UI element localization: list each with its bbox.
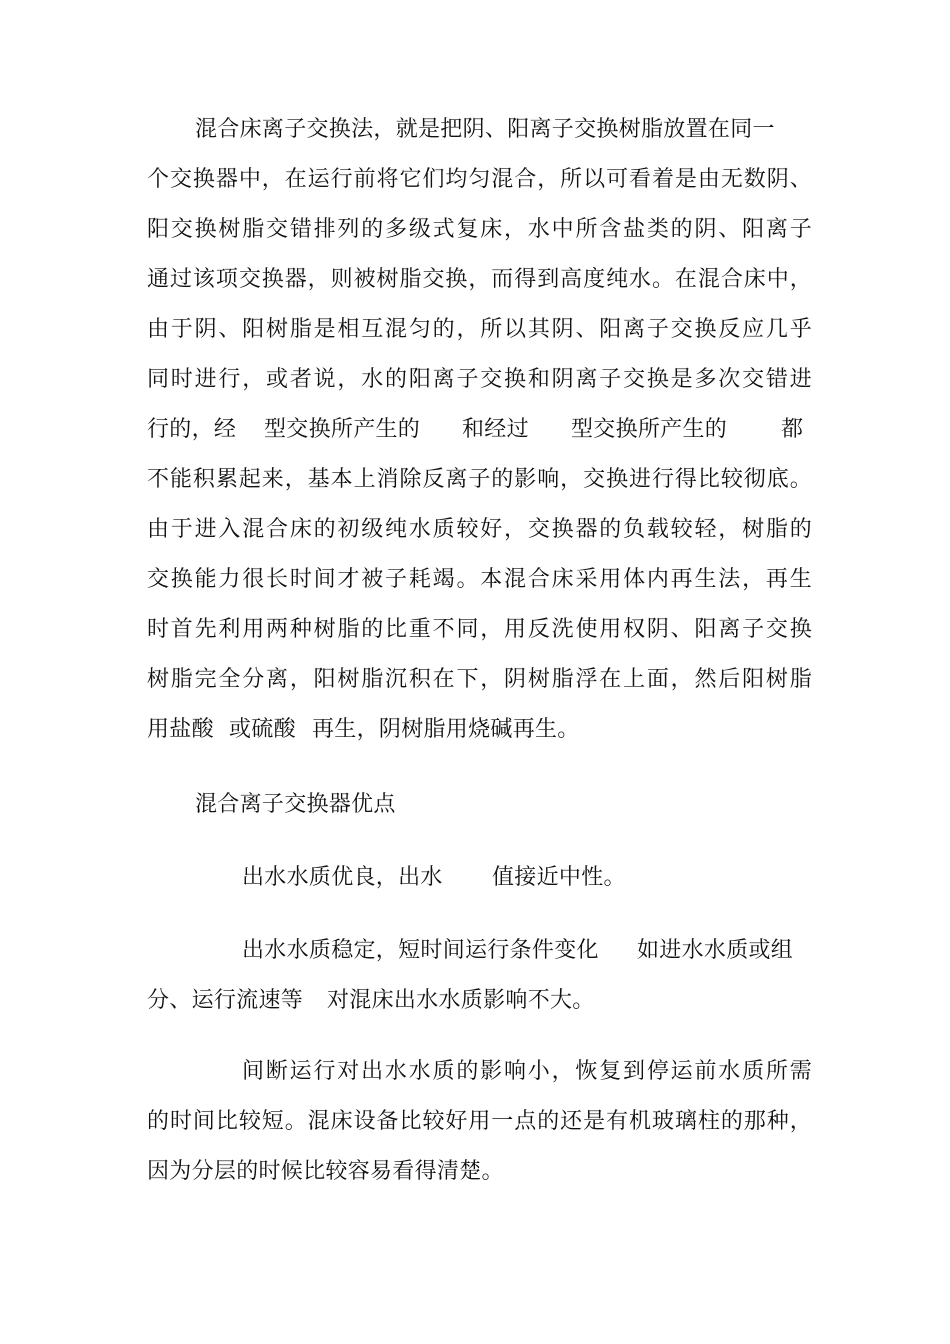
line7-seg-1: 行的，经 xyxy=(147,417,237,442)
item-2-line-1 xyxy=(242,936,812,966)
paragraph-line-8: 不能积累起来，基本上消除反离子的影响，交换进行得比较彻底。 xyxy=(147,467,812,492)
line7-seg-3: 和经过 xyxy=(462,417,529,442)
paragraph-line-10: 交换能力很长时间才被子耗竭。本混合床采用体内再生法，再生 xyxy=(147,567,812,592)
line13-seg-1: 用盐酸 xyxy=(147,717,214,742)
paragraph-line-13 xyxy=(147,715,812,745)
paragraph-line-12: 树脂完全分离，阳树脂沉积在下，阴树脂浮在上面，然后阳树脂 xyxy=(147,667,812,692)
line13-seg-2: 或硫酸 xyxy=(229,717,296,742)
item-3-line-3: 因为分层的时候比较容易看得清楚。 xyxy=(147,1159,504,1184)
item2-line2-seg-1: 分、运行流速等 xyxy=(147,988,304,1013)
line7-seg-4: 型交换所产生的 xyxy=(571,417,728,442)
paragraph-line-9: 由于进入混合床的初级纯水质较好，交换器的负载较轻，树脂的 xyxy=(147,517,812,542)
item1-seg-2: 值接近中性。 xyxy=(492,865,626,890)
item-3-line-2: 的时间比较短。混床设备比较好用一点的还是有机玻璃柱的那种， xyxy=(147,1109,812,1134)
paragraph-line-7 xyxy=(147,415,812,445)
item2-line1-seg-1: 出水水质稳定，短时间运行条件变化 xyxy=(242,938,599,963)
paragraph-line-3: 阳交换树脂交错排列的多级式复床，水中所含盐类的阴、阳离子 xyxy=(147,217,812,242)
paragraph-line-11: 时首先利用两种树脂的比重不同，用反洗使用权阴、阳离子交换 xyxy=(147,617,812,642)
paragraph-line-2: 个交换器中，在运行前将它们均匀混合，所以可看着是由无数阴、 xyxy=(147,167,812,192)
item2-line2-seg-2: 对混床出水水质影响不大。 xyxy=(327,988,595,1013)
paragraph-line-1: 混合床离子交换法，就是把阴、阳离子交换树脂放置在同一 xyxy=(195,117,775,142)
item-3-line-1: 间断运行对出水水质的影响小，恢复到停运前水质所需 xyxy=(242,1059,812,1084)
item-2-line-2 xyxy=(147,986,812,1016)
item-1-line xyxy=(242,863,812,893)
item2-line1-seg-2: 如进水水质或组 xyxy=(637,938,794,963)
paragraph-line-4: 通过该项交换器，则被树脂交换，而得到高度纯水。在混合床中， xyxy=(147,267,812,292)
paragraph-line-5: 由于阴、阳树脂是相互混匀的，所以其阴、阳离子交换反应几乎 xyxy=(147,317,812,342)
item1-seg-1: 出水水质优良，出水 xyxy=(242,865,443,890)
paragraph-line-6: 同时进行，或者说，水的阳离子交换和阴离子交换是多次交错进 xyxy=(147,367,812,392)
line7-seg-2: 型交换所产生的 xyxy=(264,417,421,442)
section-heading: 混合离子交换器优点 xyxy=(195,792,396,817)
line13-seg-3: 再生，阴树脂用烧碱再生。 xyxy=(312,717,580,742)
line7-seg-5: 都 xyxy=(781,417,804,442)
